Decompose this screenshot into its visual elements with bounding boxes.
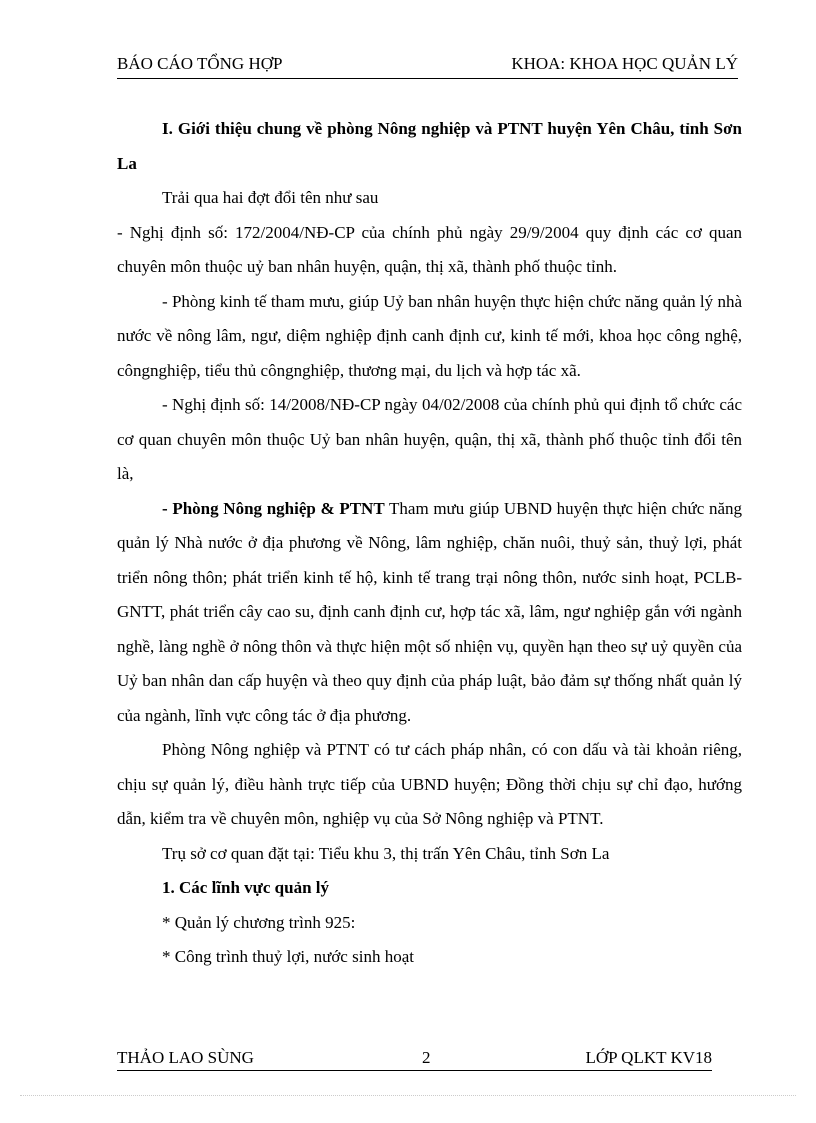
subsection-heading: 1. Các lĩnh vực quản lý	[162, 878, 330, 897]
page-bottom-divider	[20, 1095, 796, 1096]
agriculture-office-label: - Phòng Nông nghiệp & PTNT	[162, 498, 385, 518]
paragraph-legal-status: Phòng Nông nghiệp và PTNT có tư cách pháp nhân, có con dấu và tài khoản riêng, chịu sự quản lý, điều hành trực tiếp của UBND huyện; Đồng thời chịu sự chỉ đạo, hướng dẫn, kiểm tra về chuyên môn, nghiệp vụ của Sở Nông nghiệp và PTNT.	[117, 740, 742, 828]
footer-author: THẢO LAO SÙNG	[117, 1048, 254, 1067]
paragraph-decree-14: - Nghị định số: 14/2008/NĐ-CP ngày 04/02/2008 của chính phủ qui định tổ chức các cơ quan chuyên môn thuộc Uỷ ban nhân huyện, quận, thị xã, thành phố thuộc tỉnh đổi tên là,	[117, 395, 742, 483]
footer-class: LỚP QLKT KV18	[585, 1048, 712, 1067]
header-faculty: KHOA: KHOA HỌC QUẢN LÝ	[511, 54, 738, 73]
paragraph-headquarters: Trụ sở cơ quan đặt tại: Tiểu khu 3, thị trấn Yên Châu, tỉnh Sơn La	[162, 843, 610, 863]
header-report-title: BÁO CÁO TỔNG HỢP	[117, 54, 283, 73]
page-footer	[117, 1046, 712, 1071]
paragraph-intro: Trải qua hai đợt đổi tên như sau	[162, 188, 379, 207]
section-heading: I. Giới thiệu chung về phòng Nông nghiệp và PTNT huyện Yên Châu, tỉnh Sơn La	[117, 119, 742, 173]
paragraph-economic-office: - Phòng kinh tế tham mưu, giúp Uỷ ban nhân huyện thực hiện chức năng quản lý nhà nước về nông lâm, ngư, diệm nghiệp định canh định cư, kinh tế mới, khoa học công nghệ, côngnghiệp, tiểu thủ côngnghiệp, thương mại, du lịch và hợp tác xã.	[117, 291, 742, 380]
document-body	[117, 112, 742, 975]
paragraph-agriculture-office	[117, 492, 742, 734]
page-header	[117, 52, 738, 79]
agriculture-office-text: Tham mưu giúp UBND huyện thực hiện chức năng quản lý Nhà nước ở địa phương về Nông, lâm nghiệp, chăn nuôi, thuỷ sản, thuỷ lợi, phát triển nông thôn; phát triển kinh tế hộ, kinh tế trang trại nông thôn, nước sinh hoạt, PCLB-GNTT, phát triển cây cao su, định canh định cư, hợp tác xã, lâm, ngư nghiệp gắn với ngành nghề, làng nghề ở nông thôn và thực hiện một số nhiện vụ, quyền hạn theo sự uỷ quyền của Uỷ ban nhân dan cấp huyện và theo quy định của pháp luật, bảo đảm sự thống nhất quản lý của ngành, lĩnh vực công tác ở địa phương.	[117, 498, 742, 725]
list-item: * Quản lý chương trình 925:	[162, 912, 356, 932]
paragraph-decree-172: - Nghị định số: 172/2004/NĐ-CP của chính phủ ngày 29/9/2004 quy định các cơ quan chuyên môn thuộc uỷ ban nhân huyện, quận, thị xã, thành phố thuộc tỉnh.	[117, 222, 742, 276]
list-item: * Công trình thuỷ lợi, nước sinh hoạt	[162, 947, 414, 966]
page-number: 2	[422, 1048, 431, 1067]
